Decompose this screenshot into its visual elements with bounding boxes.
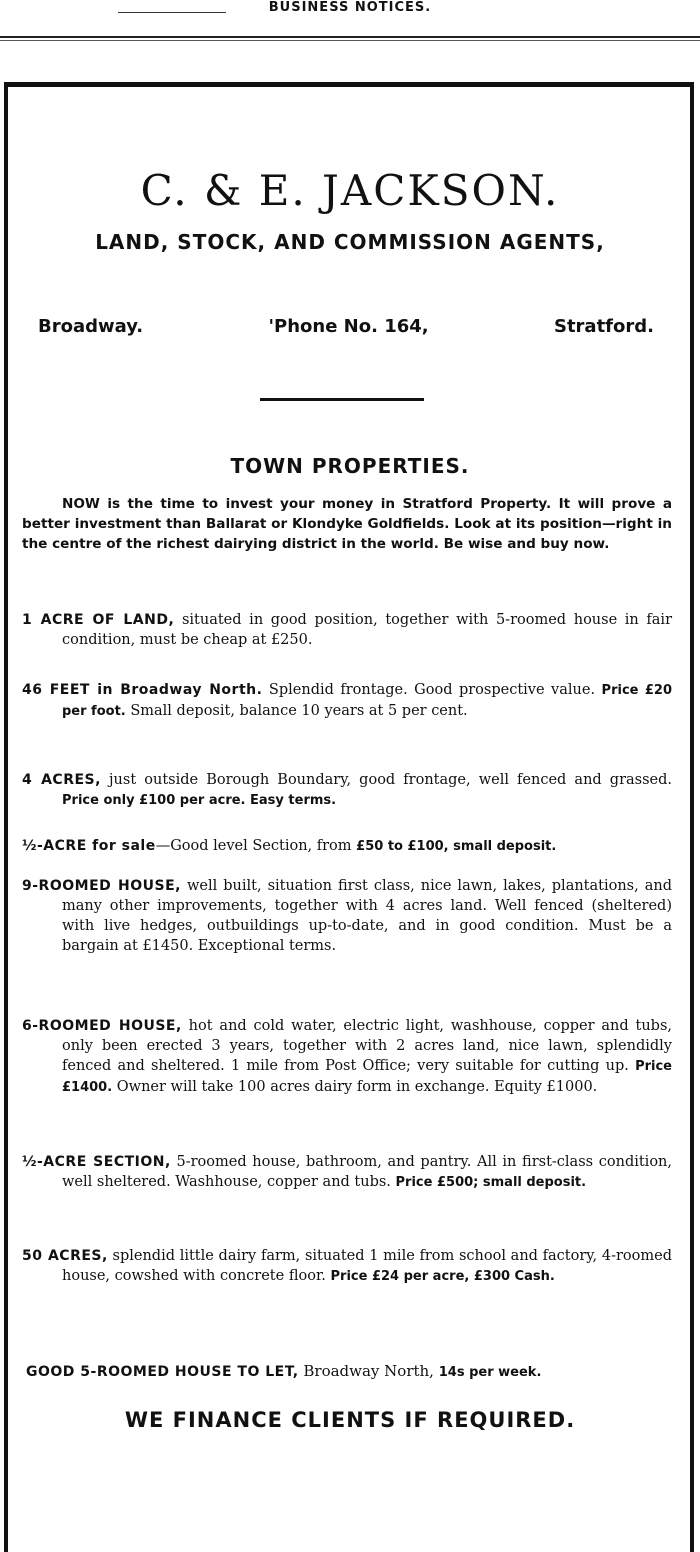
listing xyxy=(22,680,672,722)
listing-text: Splendid frontage. Good prospective value. xyxy=(262,682,602,698)
section-header xyxy=(0,0,700,15)
listing xyxy=(22,836,672,857)
phone-number: 'Phone No. 164, xyxy=(268,316,429,337)
listing xyxy=(22,1016,672,1098)
listing-lead: 6-ROOMED HOUSE, xyxy=(22,1018,182,1034)
section-header-title: BUSINESS NOTICES. xyxy=(268,0,432,15)
contact-line xyxy=(38,316,654,337)
listing-tail: Owner will take 100 acres dairy form in exchange. Equity £1000. xyxy=(112,1079,598,1095)
listing-text: —Good level Section, from xyxy=(155,838,357,854)
firm-tagline: LAND, STOCK, AND COMMISSION AGENTS, xyxy=(95,230,605,254)
listing-price: Price only £100 per acre. Easy terms. xyxy=(62,793,337,808)
intro-paragraph: NOW is the time to invest your money in Stratford Property. It will prove a better investment than Ballarat or Klondyke Goldfields. Look at its position—right in the centre of the richest dairying district in the world. Be wise and buy now. xyxy=(22,496,672,552)
listing-lead: 1 ACRE OF LAND, xyxy=(22,612,175,628)
listing-text: just outside Borough Boundary, good frontage, well fenced and grassed. xyxy=(100,772,672,788)
to-let-price: 14s per week. xyxy=(438,1365,542,1380)
listing-price: Price £24 per acre, £300 Cash. xyxy=(330,1269,555,1284)
listing xyxy=(22,770,672,811)
finance-banner: WE FINANCE CLIENTS IF REQUIRED. xyxy=(124,1408,576,1432)
listing-price: Price £20 per foot. xyxy=(62,683,672,719)
section-title: TOWN PROPERTIES. xyxy=(230,454,470,478)
listing-price: £50 to £100, small deposit. xyxy=(356,839,557,854)
listing-price: Price £500; small deposit. xyxy=(395,1175,587,1190)
listing-text: well built, situation first class, nice lawn, lakes, plantations, and many other improvements, together with 4 acres land. Well fenced (sheltered) with live hedges, outbuildings up-to-date, and in good condition. Must be a bargain at £1450. Exceptional terms. xyxy=(62,878,672,954)
advert-frame xyxy=(4,82,694,1552)
listing-price: Price £1400. xyxy=(62,1059,672,1095)
listing xyxy=(22,610,672,650)
listing-text: 5-roomed house, bathroom, and pantry. All in first-class condition, well sheltered. Washhouse, copper and tubs. xyxy=(62,1154,673,1190)
listing-text: situated in good position, together with 5-roomed house in fair condition, must be cheap at £250. xyxy=(62,612,673,648)
listing-lead: 4 ACRES, xyxy=(22,772,101,788)
listing-text: hot and cold water, electric light, washhouse, copper and tubs, only been erected 3 years, together with 2 acres land, nice lawn, splendidly fenced and sheltered. 1 mile from Post Office; very suitable for cutting up. xyxy=(62,1018,672,1074)
listing-tail: Small deposit, balance 10 years at 5 per cent. xyxy=(125,703,468,719)
listing-lead: ½-ACRE for sale xyxy=(22,838,156,854)
to-let-notice xyxy=(26,1362,676,1380)
to-let-text: Broadway North, xyxy=(298,1362,439,1380)
address: Broadway. xyxy=(38,316,144,337)
divider xyxy=(0,36,700,38)
listing-lead: 50 ACRES, xyxy=(22,1248,108,1264)
to-let-lead: GOOD 5-ROOMED HOUSE TO LET, xyxy=(26,1364,299,1380)
firm-name: C. & E. JACKSON. xyxy=(140,166,560,215)
listing xyxy=(22,1152,672,1193)
listing xyxy=(22,1246,672,1287)
listing xyxy=(22,876,672,956)
listing-lead: 46 FEET in Broadway North. xyxy=(22,682,263,698)
divider xyxy=(260,398,424,401)
divider xyxy=(0,40,700,41)
listing-lead: 9-ROOMED HOUSE, xyxy=(22,878,181,894)
header-rule-left xyxy=(118,12,226,13)
town: Stratford. xyxy=(553,316,654,337)
listing-lead: ½-ACRE SECTION, xyxy=(22,1154,171,1170)
listing-text: splendid little dairy farm, situated 1 mile from school and factory, 4-roomed house, cowshed with concrete floor. xyxy=(62,1248,672,1284)
